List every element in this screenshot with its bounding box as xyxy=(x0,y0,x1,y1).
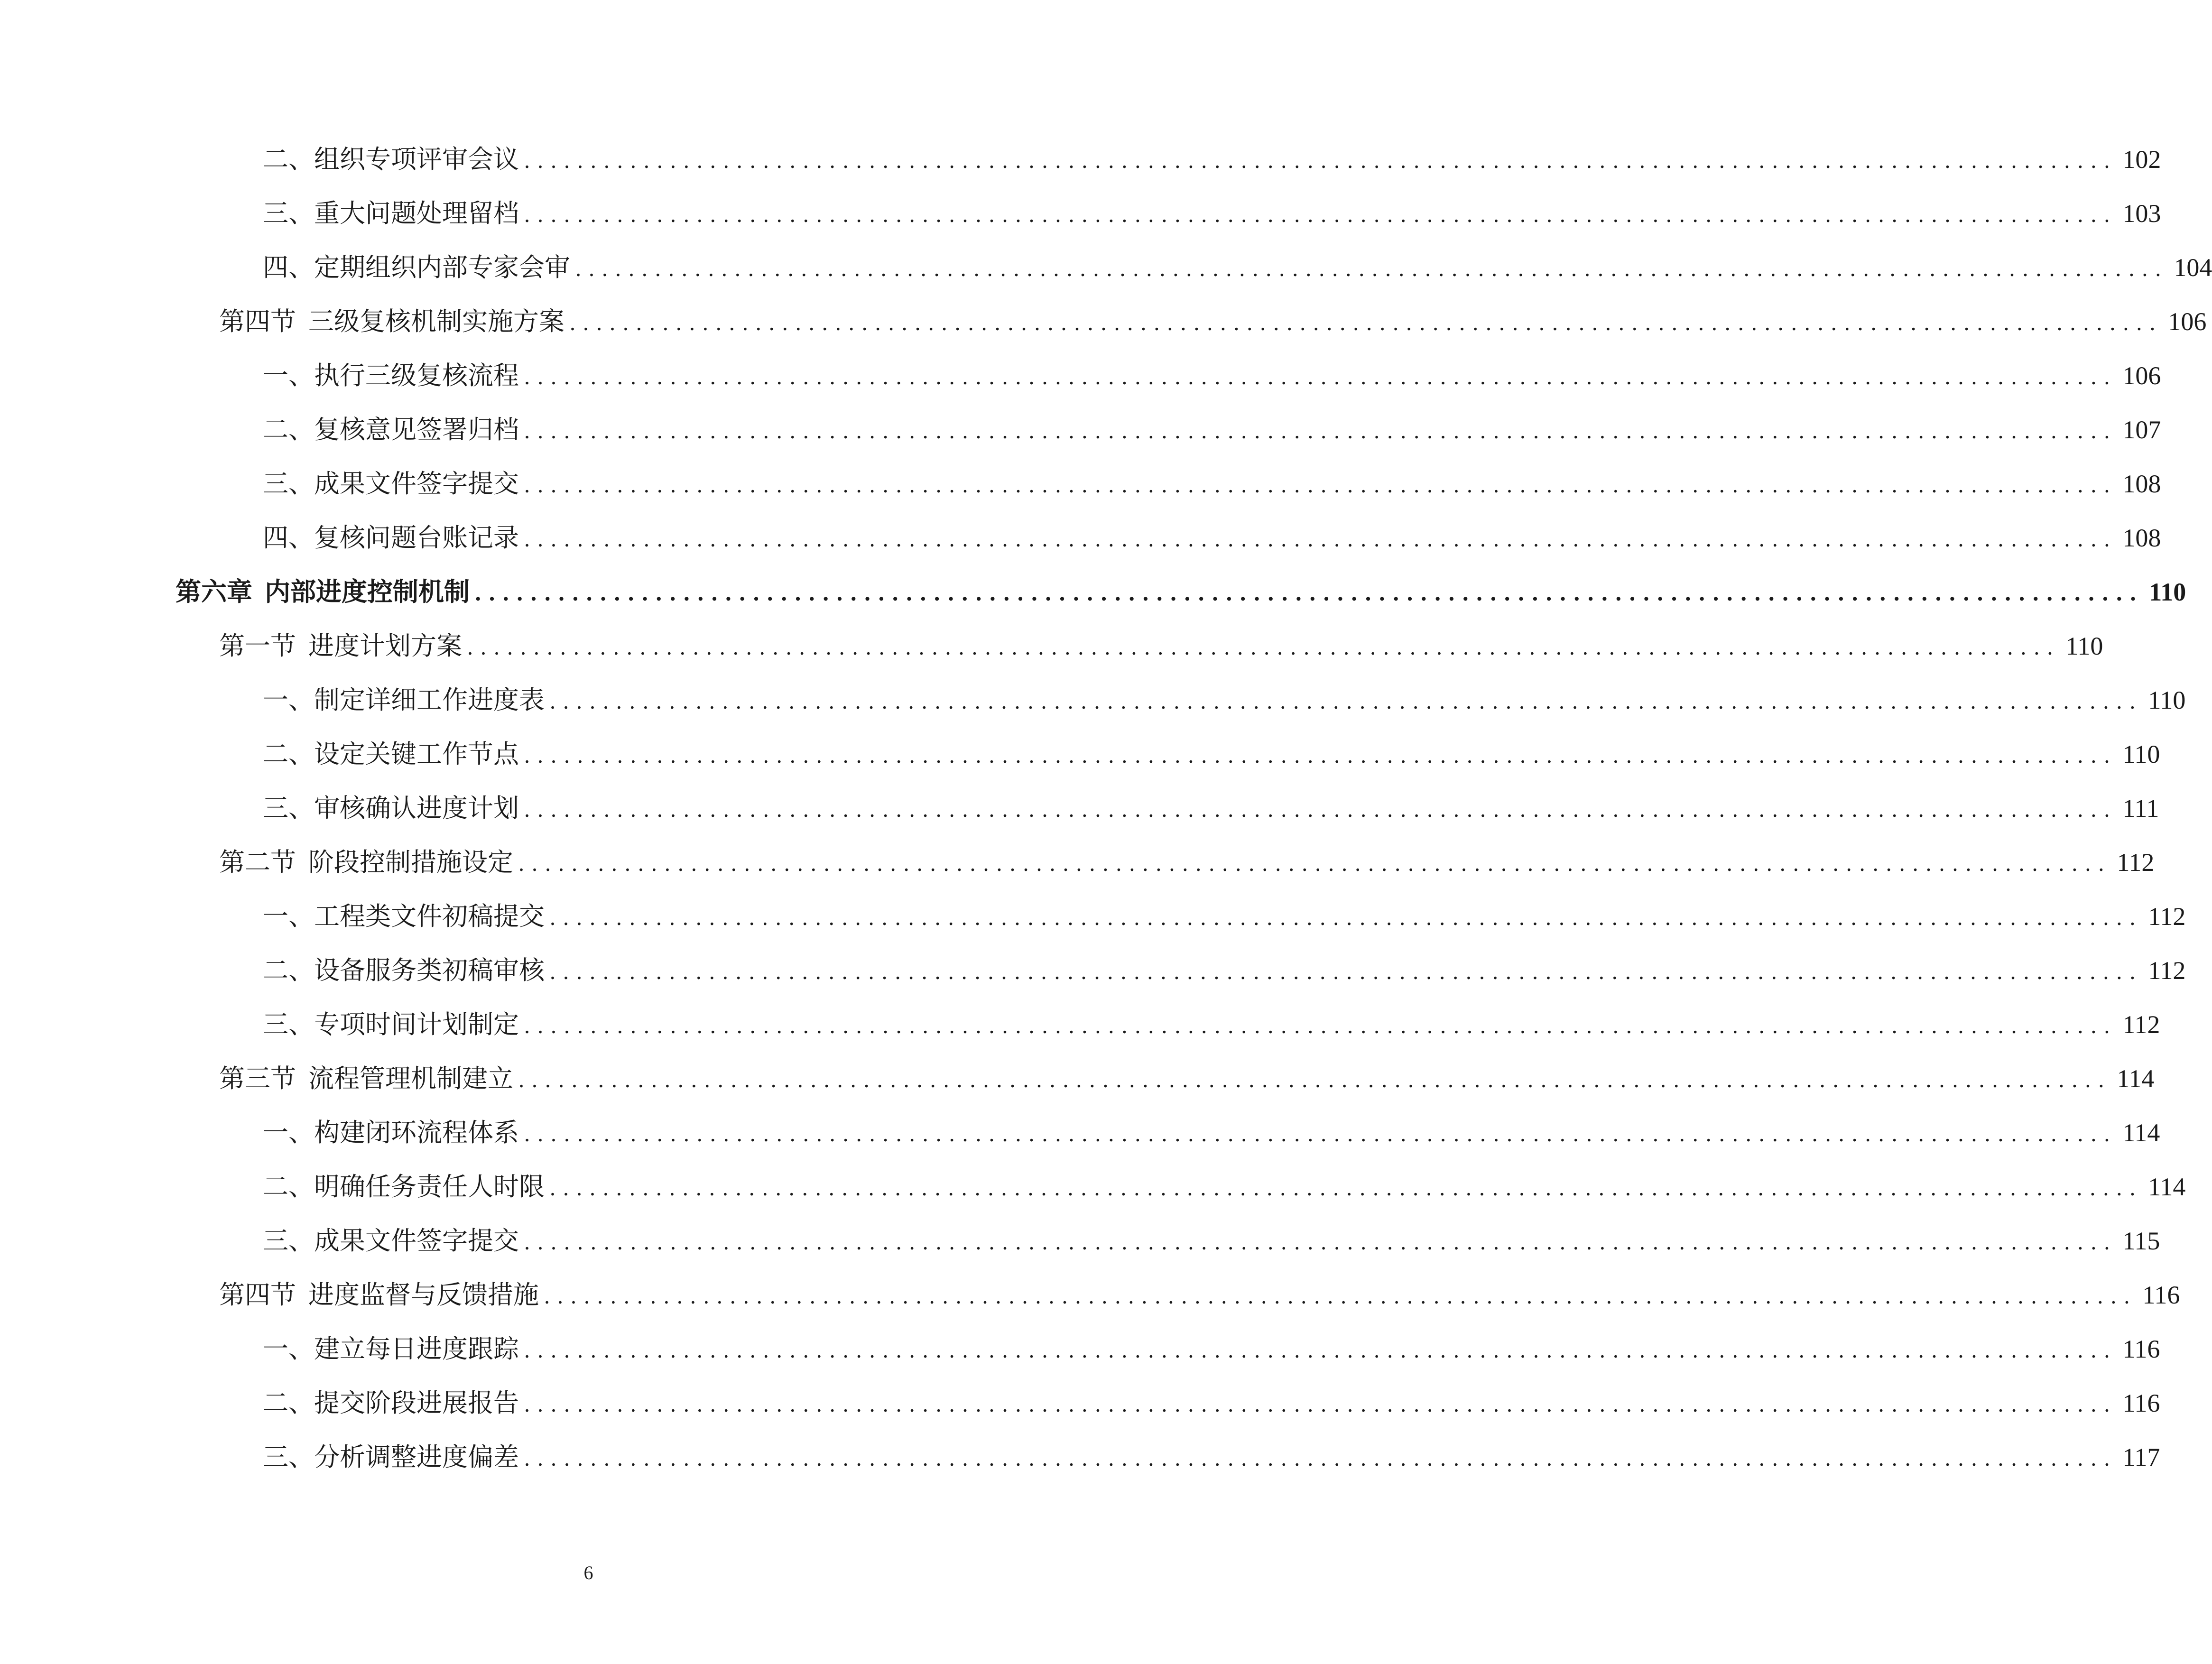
toc-entry-title: 设定关键工作节点 xyxy=(314,739,519,769)
toc-entry-prefix: 四、 xyxy=(263,523,314,553)
toc-entry-label xyxy=(263,1004,519,1041)
toc-dot-leader: ........................................................................................................................ xyxy=(524,744,2117,768)
toc-entry-title: 明确任务责任人时限 xyxy=(314,1172,545,1202)
toc-entry-prefix: 第二节 xyxy=(219,847,296,877)
toc-entry-title: 流程管理机制建立 xyxy=(308,1063,513,1093)
toc-entry-title: 设备服务类初稿审核 xyxy=(314,955,545,985)
toc-entry-label xyxy=(263,1220,519,1257)
toc-entry-title: 复核意见签署归档 xyxy=(314,415,519,444)
toc-dot-leader: ........................................................................................................................ xyxy=(544,1285,2137,1309)
toc-entry-title: 内部进度控制机制 xyxy=(265,576,470,607)
toc-item-entry[interactable] xyxy=(176,1220,2160,1275)
toc-item-entry[interactable] xyxy=(176,734,2160,788)
toc-entry-label xyxy=(263,680,545,716)
toc-item-entry[interactable] xyxy=(176,1383,2160,1437)
toc-dot-leader: ........................................................................................................................ xyxy=(524,1393,2117,1417)
toc-entry-label xyxy=(263,788,519,824)
toc-entry-title: 分析调整进度偏差 xyxy=(314,1442,519,1472)
toc-entry-page-number: 116 xyxy=(2122,1389,2160,1417)
toc-entry-page-number: 112 xyxy=(2122,1010,2160,1039)
toc-entry-title: 组织专项评审会议 xyxy=(314,144,519,174)
toc-entry-prefix: 二、 xyxy=(263,1172,314,1202)
toc-entry-prefix: 一、 xyxy=(263,1334,314,1364)
toc-dot-leader: ........................................................................................................................ xyxy=(524,1014,2117,1038)
toc-entry-title: 构建闭环流程体系 xyxy=(314,1118,519,1147)
toc-entry-prefix: 一、 xyxy=(263,361,314,390)
toc-entry-page-number: 114 xyxy=(2122,1119,2160,1147)
toc-entry-label xyxy=(263,139,519,176)
toc-entry-page-number: 102 xyxy=(2122,145,2161,174)
toc-entry-label xyxy=(263,247,570,284)
toc-entry-title: 执行三级复核流程 xyxy=(314,361,519,390)
toc-entry-page-number: 112 xyxy=(2148,902,2186,931)
toc-entry-page-number: 108 xyxy=(2122,524,2161,552)
toc-item-entry[interactable] xyxy=(176,1112,2160,1166)
toc-entry-page-number: 106 xyxy=(2122,361,2161,390)
toc-dot-leader: ........................................................................................................................ xyxy=(524,203,2117,227)
toc-entry-label xyxy=(219,1058,513,1095)
toc-entry-page-number: 116 xyxy=(2122,1335,2160,1363)
toc-entry-prefix: 四、 xyxy=(263,252,314,282)
toc-entry-page-number: 112 xyxy=(2117,848,2155,877)
toc-entry-prefix: 第三节 xyxy=(219,1063,296,1093)
toc-entry-title: 定期组织内部专家会审 xyxy=(314,252,570,282)
toc-entry-label xyxy=(263,355,519,392)
toc-entry-title: 制定详细工作进度表 xyxy=(314,685,545,715)
toc-chapter-entry[interactable] xyxy=(176,572,2186,626)
toc-item-entry[interactable] xyxy=(176,193,2161,247)
toc-entry-page-number: 108 xyxy=(2122,470,2161,498)
toc-item-entry[interactable] xyxy=(176,518,2161,572)
toc-entry-title: 审核确认进度计划 xyxy=(314,793,519,823)
toc-dot-leader: ........................................................................................................................ xyxy=(549,960,2143,984)
toc-entry-page-number: 103 xyxy=(2122,199,2161,228)
toc-entry-page-number: 110 xyxy=(2065,632,2103,660)
toc-dot-leader: ........................................................................................................................ xyxy=(474,582,2144,606)
toc-entry-label xyxy=(219,842,513,878)
toc-dot-leader: ........................................................................................................................ xyxy=(524,365,2117,389)
toc-entry-title: 复核问题台账记录 xyxy=(314,523,519,553)
toc-entry-label xyxy=(263,1166,545,1203)
toc-entry-title: 专项时间计划制定 xyxy=(314,1009,519,1039)
toc-entry-label xyxy=(263,1437,519,1473)
toc-entry-title: 三级复核机制实施方案 xyxy=(308,306,565,336)
toc-entry-page-number: 117 xyxy=(2122,1443,2160,1471)
toc-dot-leader: ........................................................................................................................ xyxy=(524,1447,2117,1471)
toc-entry-prefix: 三、 xyxy=(263,1442,314,1472)
toc-entry-title: 提交阶段进展报告 xyxy=(314,1388,519,1418)
toc-entry-page-number: 110 xyxy=(2122,740,2160,768)
toc-entry-prefix: 二、 xyxy=(263,739,314,769)
toc-item-entry[interactable] xyxy=(176,1166,2186,1220)
toc-entry-prefix: 一、 xyxy=(263,685,314,715)
toc-dot-leader: ........................................................................................................................ xyxy=(549,1176,2143,1201)
toc-entry-label xyxy=(219,1275,539,1311)
toc-entry-label xyxy=(263,193,519,230)
toc-entry-label xyxy=(219,301,565,338)
toc-entry-prefix: 二、 xyxy=(263,1388,314,1418)
toc-dot-leader: ........................................................................................................................ xyxy=(524,473,2117,498)
toc-entry-prefix: 三、 xyxy=(263,1226,314,1256)
toc-entry-label xyxy=(263,463,519,500)
toc-entry-page-number: 115 xyxy=(2122,1227,2160,1255)
toc-dot-leader: ........................................................................................................................ xyxy=(524,1122,2117,1146)
toc-item-entry[interactable] xyxy=(176,1329,2160,1383)
toc-entry-prefix: 第四节 xyxy=(219,306,296,336)
toc-entry-label xyxy=(263,518,519,554)
toc-entry-page-number: 104 xyxy=(2174,253,2212,282)
toc-entry-label xyxy=(263,896,545,933)
toc-entry-prefix: 三、 xyxy=(263,793,314,823)
toc-entry-prefix: 三、 xyxy=(263,198,314,228)
toc-section-entry[interactable] xyxy=(176,842,2155,896)
toc-entry-prefix: 第一节 xyxy=(219,631,296,661)
toc-entry-prefix: 二、 xyxy=(263,144,314,174)
toc-dot-leader: ........................................................................................................................ xyxy=(524,149,2117,173)
toc-dot-leader: ........................................................................................................................ xyxy=(524,527,2117,552)
toc-item-entry[interactable] xyxy=(176,896,2186,950)
toc-entry-prefix: 三、 xyxy=(263,469,314,499)
toc-section-entry[interactable] xyxy=(176,1275,2180,1329)
toc-dot-leader: ........................................................................................................................ xyxy=(549,906,2143,930)
toc-entry-title: 建立每日进度跟踪 xyxy=(314,1334,519,1364)
toc-entry-title: 成果文件签字提交 xyxy=(314,1226,519,1256)
toc-entry-page-number: 111 xyxy=(2122,794,2159,823)
toc-entry-page-number: 114 xyxy=(2117,1064,2155,1093)
toc-dot-leader: ........................................................................................................................ xyxy=(467,636,2060,660)
toc-dot-leader: ........................................................................................................................ xyxy=(518,852,2111,876)
toc-item-entry[interactable] xyxy=(176,1004,2160,1058)
toc-item-entry[interactable] xyxy=(176,680,2186,734)
toc-entry-page-number: 114 xyxy=(2148,1173,2186,1201)
toc-entry-prefix: 一、 xyxy=(263,1118,314,1147)
toc-dot-leader: ........................................................................................................................ xyxy=(575,257,2168,281)
toc-entry-page-number: 110 xyxy=(2148,686,2186,714)
toc-entry-label xyxy=(263,409,519,446)
toc-section-entry[interactable] xyxy=(176,301,2207,355)
toc-dot-leader: ........................................................................................................................ xyxy=(524,419,2117,444)
toc-entry-label xyxy=(263,1383,519,1419)
toc-entry-page-number: 106 xyxy=(2168,307,2207,336)
toc-item-entry[interactable] xyxy=(176,463,2161,518)
toc-item-entry[interactable] xyxy=(176,247,2212,301)
toc-entry-label xyxy=(263,1329,519,1365)
toc-dot-leader: ........................................................................................................................ xyxy=(549,690,2143,714)
toc-entry-title: 重大问题处理留档 xyxy=(314,198,519,228)
toc-entry-label xyxy=(263,950,545,987)
toc-entry-label xyxy=(263,734,519,770)
toc-entry-prefix: 一、 xyxy=(263,901,314,931)
toc-entry-page-number: 116 xyxy=(2142,1281,2180,1309)
toc-dot-leader: ........................................................................................................................ xyxy=(524,1339,2117,1363)
toc-entry-title: 成果文件签字提交 xyxy=(314,469,519,499)
toc-item-entry[interactable] xyxy=(176,788,2159,842)
toc-entry-title: 工程类文件初稿提交 xyxy=(314,901,545,931)
toc-entry-prefix: 二、 xyxy=(263,955,314,985)
toc-entry-page-number: 112 xyxy=(2148,956,2186,985)
toc-entry-label xyxy=(263,1112,519,1149)
toc-entry-title: 阶段控制措施设定 xyxy=(308,847,513,877)
toc-entry-label xyxy=(219,626,462,662)
toc-entry-prefix: 第六章 xyxy=(176,576,252,607)
toc-entry-title: 进度监督与反馈措施 xyxy=(308,1280,539,1310)
toc-item-entry[interactable] xyxy=(176,139,2161,193)
toc-entry-page-number: 107 xyxy=(2122,416,2161,444)
toc-entry-page-number: 110 xyxy=(2149,578,2186,606)
toc-item-entry[interactable] xyxy=(176,950,2186,1004)
toc-dot-leader: ........................................................................................................................ xyxy=(569,311,2163,335)
toc-item-entry[interactable] xyxy=(176,1437,2160,1491)
toc-entry-label xyxy=(176,572,470,608)
table-of-contents xyxy=(176,139,2212,1491)
toc-dot-leader: ........................................................................................................................ xyxy=(524,1230,2117,1255)
toc-entry-prefix: 第四节 xyxy=(219,1280,296,1310)
toc-entry-prefix: 二、 xyxy=(263,415,314,444)
page-number: 6 xyxy=(583,1562,593,1583)
toc-entry-prefix: 三、 xyxy=(263,1009,314,1039)
toc-dot-leader: ........................................................................................................................ xyxy=(524,798,2117,822)
toc-entry-title: 进度计划方案 xyxy=(308,631,462,661)
toc-dot-leader: ........................................................................................................................ xyxy=(518,1068,2111,1092)
toc-item-entry[interactable] xyxy=(176,355,2161,409)
toc-item-entry[interactable] xyxy=(176,409,2161,463)
toc-section-entry[interactable] xyxy=(176,1058,2155,1112)
toc-section-entry[interactable] xyxy=(176,626,2103,680)
